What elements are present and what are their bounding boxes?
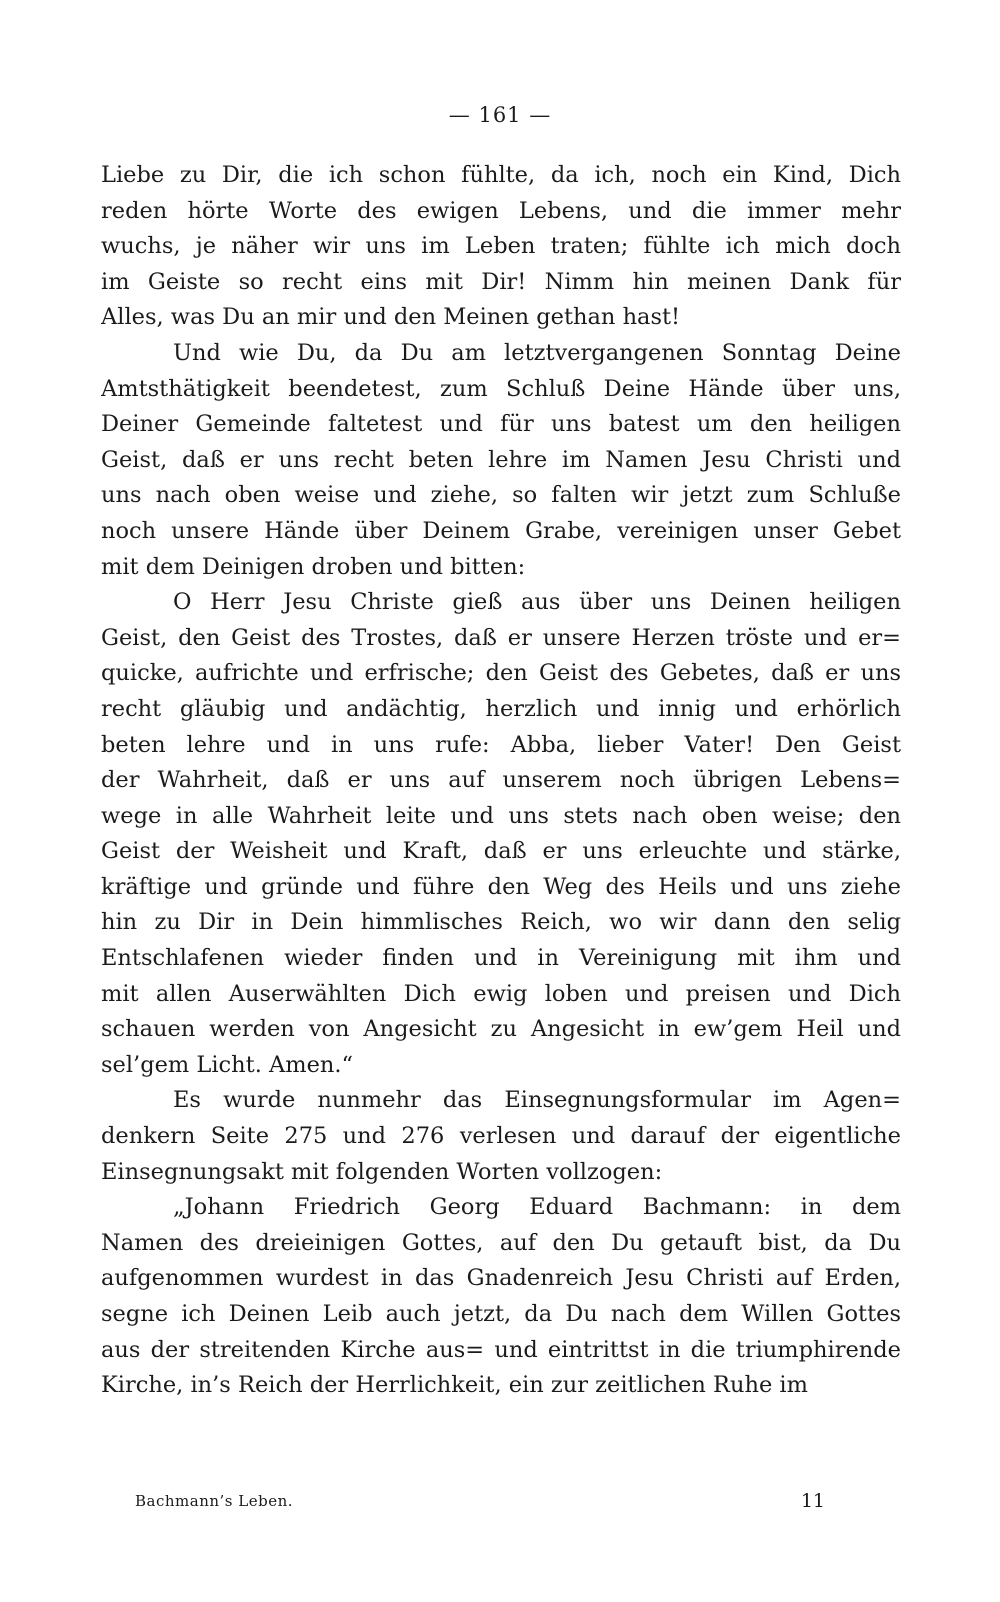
paragraph bbox=[101, 158, 901, 336]
text-line: noch unsere Hände über Deinem Grabe, vereinigen unser Gebet bbox=[101, 517, 901, 544]
text-line: im Geiste so recht eins mit Dir! Nimm hin meinen Dank für bbox=[101, 268, 901, 295]
text-line: hin zu Dir in Dein himmlisches Reich, wo wir dann den selig bbox=[101, 909, 901, 936]
text-line: Geist, daß er uns recht beten lehre im Namen Jesu Christi und bbox=[101, 446, 901, 473]
text-line: segne ich Deinen Leib auch jetzt, da Du nach dem Willen Gottes bbox=[101, 1301, 901, 1327]
text-line: Und wie Du, da Du am letztvergangenen Sonntag Deine bbox=[173, 339, 901, 366]
text-line: Namen des dreieinigen Gottes, auf den Du getauft bist, da Du bbox=[101, 1229, 901, 1256]
text-line: reden hörte Worte des ewigen Lebens, und die immer mehr bbox=[101, 197, 901, 224]
text-line: Geist, den Geist des Trostes, daß er unsere Herzen tröste und er= bbox=[101, 624, 901, 651]
text-line: Entschlafenen wieder finden und in Vereinigung mit ihm und bbox=[101, 945, 901, 972]
page-number: — 161 — bbox=[448, 103, 552, 127]
paragraph bbox=[101, 585, 901, 1083]
page-footer bbox=[135, 1492, 825, 1522]
text-line: recht gläubig und andächtig, herzlich und innig und erhörlich bbox=[101, 695, 901, 722]
text-line: sel’gem Licht. Amen.“ bbox=[101, 1051, 354, 1078]
text-line: mit allen Auserwählten Dich ewig loben und preisen und Dich bbox=[101, 980, 901, 1007]
text-line: Liebe zu Dir, die ich schon fühlte, da ich, noch ein Kind, Dich bbox=[101, 162, 901, 188]
paragraph bbox=[101, 336, 901, 585]
text-line: aufgenommen wurdest in das Gnadenreich Jesu Christi auf Erden, bbox=[101, 1265, 901, 1292]
text-line: Deiner Gemeinde faltetest und für uns batest um den heiligen bbox=[101, 411, 901, 438]
paragraph bbox=[101, 1190, 901, 1404]
text-line: der Wahrheit, daß er uns auf unserem noch übrigen Lebens= bbox=[101, 767, 901, 794]
paragraph bbox=[101, 1083, 901, 1190]
text-line: Es wurde nunmehr das Einsegnungsformular im Agen= bbox=[173, 1087, 901, 1114]
text-line: Amtsthätigkeit beendetest, zum Schluß Deine Hände über uns, bbox=[101, 375, 901, 402]
text-line: Geist der Weisheit und Kraft, daß er uns erleuchte und stärke, bbox=[101, 838, 901, 865]
running-footer-title: Bachmann’s Leben. bbox=[135, 1492, 293, 1510]
text-line: denkern Seite 275 und 276 verlesen und darauf der eigentliche bbox=[101, 1123, 901, 1150]
text-line: uns nach oben weise und ziehe, so falten wir jetzt zum Schluße bbox=[101, 482, 901, 509]
text-line: wuchs, je näher wir uns im Leben traten; fühlte ich mich doch bbox=[101, 233, 901, 260]
text-line: beten lehre und in uns rufe: Abba, lieber Vater! Den Geist bbox=[101, 731, 901, 758]
text-line: mit dem Deinigen droben und bitten: bbox=[101, 553, 526, 580]
text-line: O Herr Jesu Christe gieß aus über uns Deinen heiligen bbox=[173, 589, 901, 616]
text-line: schauen werden von Angesicht zu Angesicht in ew’gem Heil und bbox=[101, 1016, 901, 1043]
body-text bbox=[101, 158, 901, 1404]
text-line: wege in alle Wahrheit leite und uns stets nach oben weise; den bbox=[101, 802, 901, 829]
signature-mark: 11 bbox=[800, 1490, 825, 1512]
text-line: kräftige und gründe und führe den Weg des Heils und uns ziehe bbox=[101, 873, 901, 900]
text-line: „Johann Friedrich Georg Eduard Bachmann: in dem bbox=[173, 1194, 901, 1221]
text-line: Einsegnungsakt mit folgenden Worten vollzogen: bbox=[101, 1158, 663, 1185]
text-line: quicke, aufrichte und erfrische; den Geist des Gebetes, daß er uns bbox=[101, 660, 901, 687]
text-line: aus der streitenden Kirche aus= und eintrittst in die triumphirende bbox=[101, 1336, 901, 1363]
text-line: Kirche, in’s Reich der Herrlichkeit, ein zur zeitlichen Ruhe im bbox=[101, 1372, 808, 1399]
text-line: Alles, was Du an mir und den Meinen gethan hast! bbox=[101, 304, 681, 331]
